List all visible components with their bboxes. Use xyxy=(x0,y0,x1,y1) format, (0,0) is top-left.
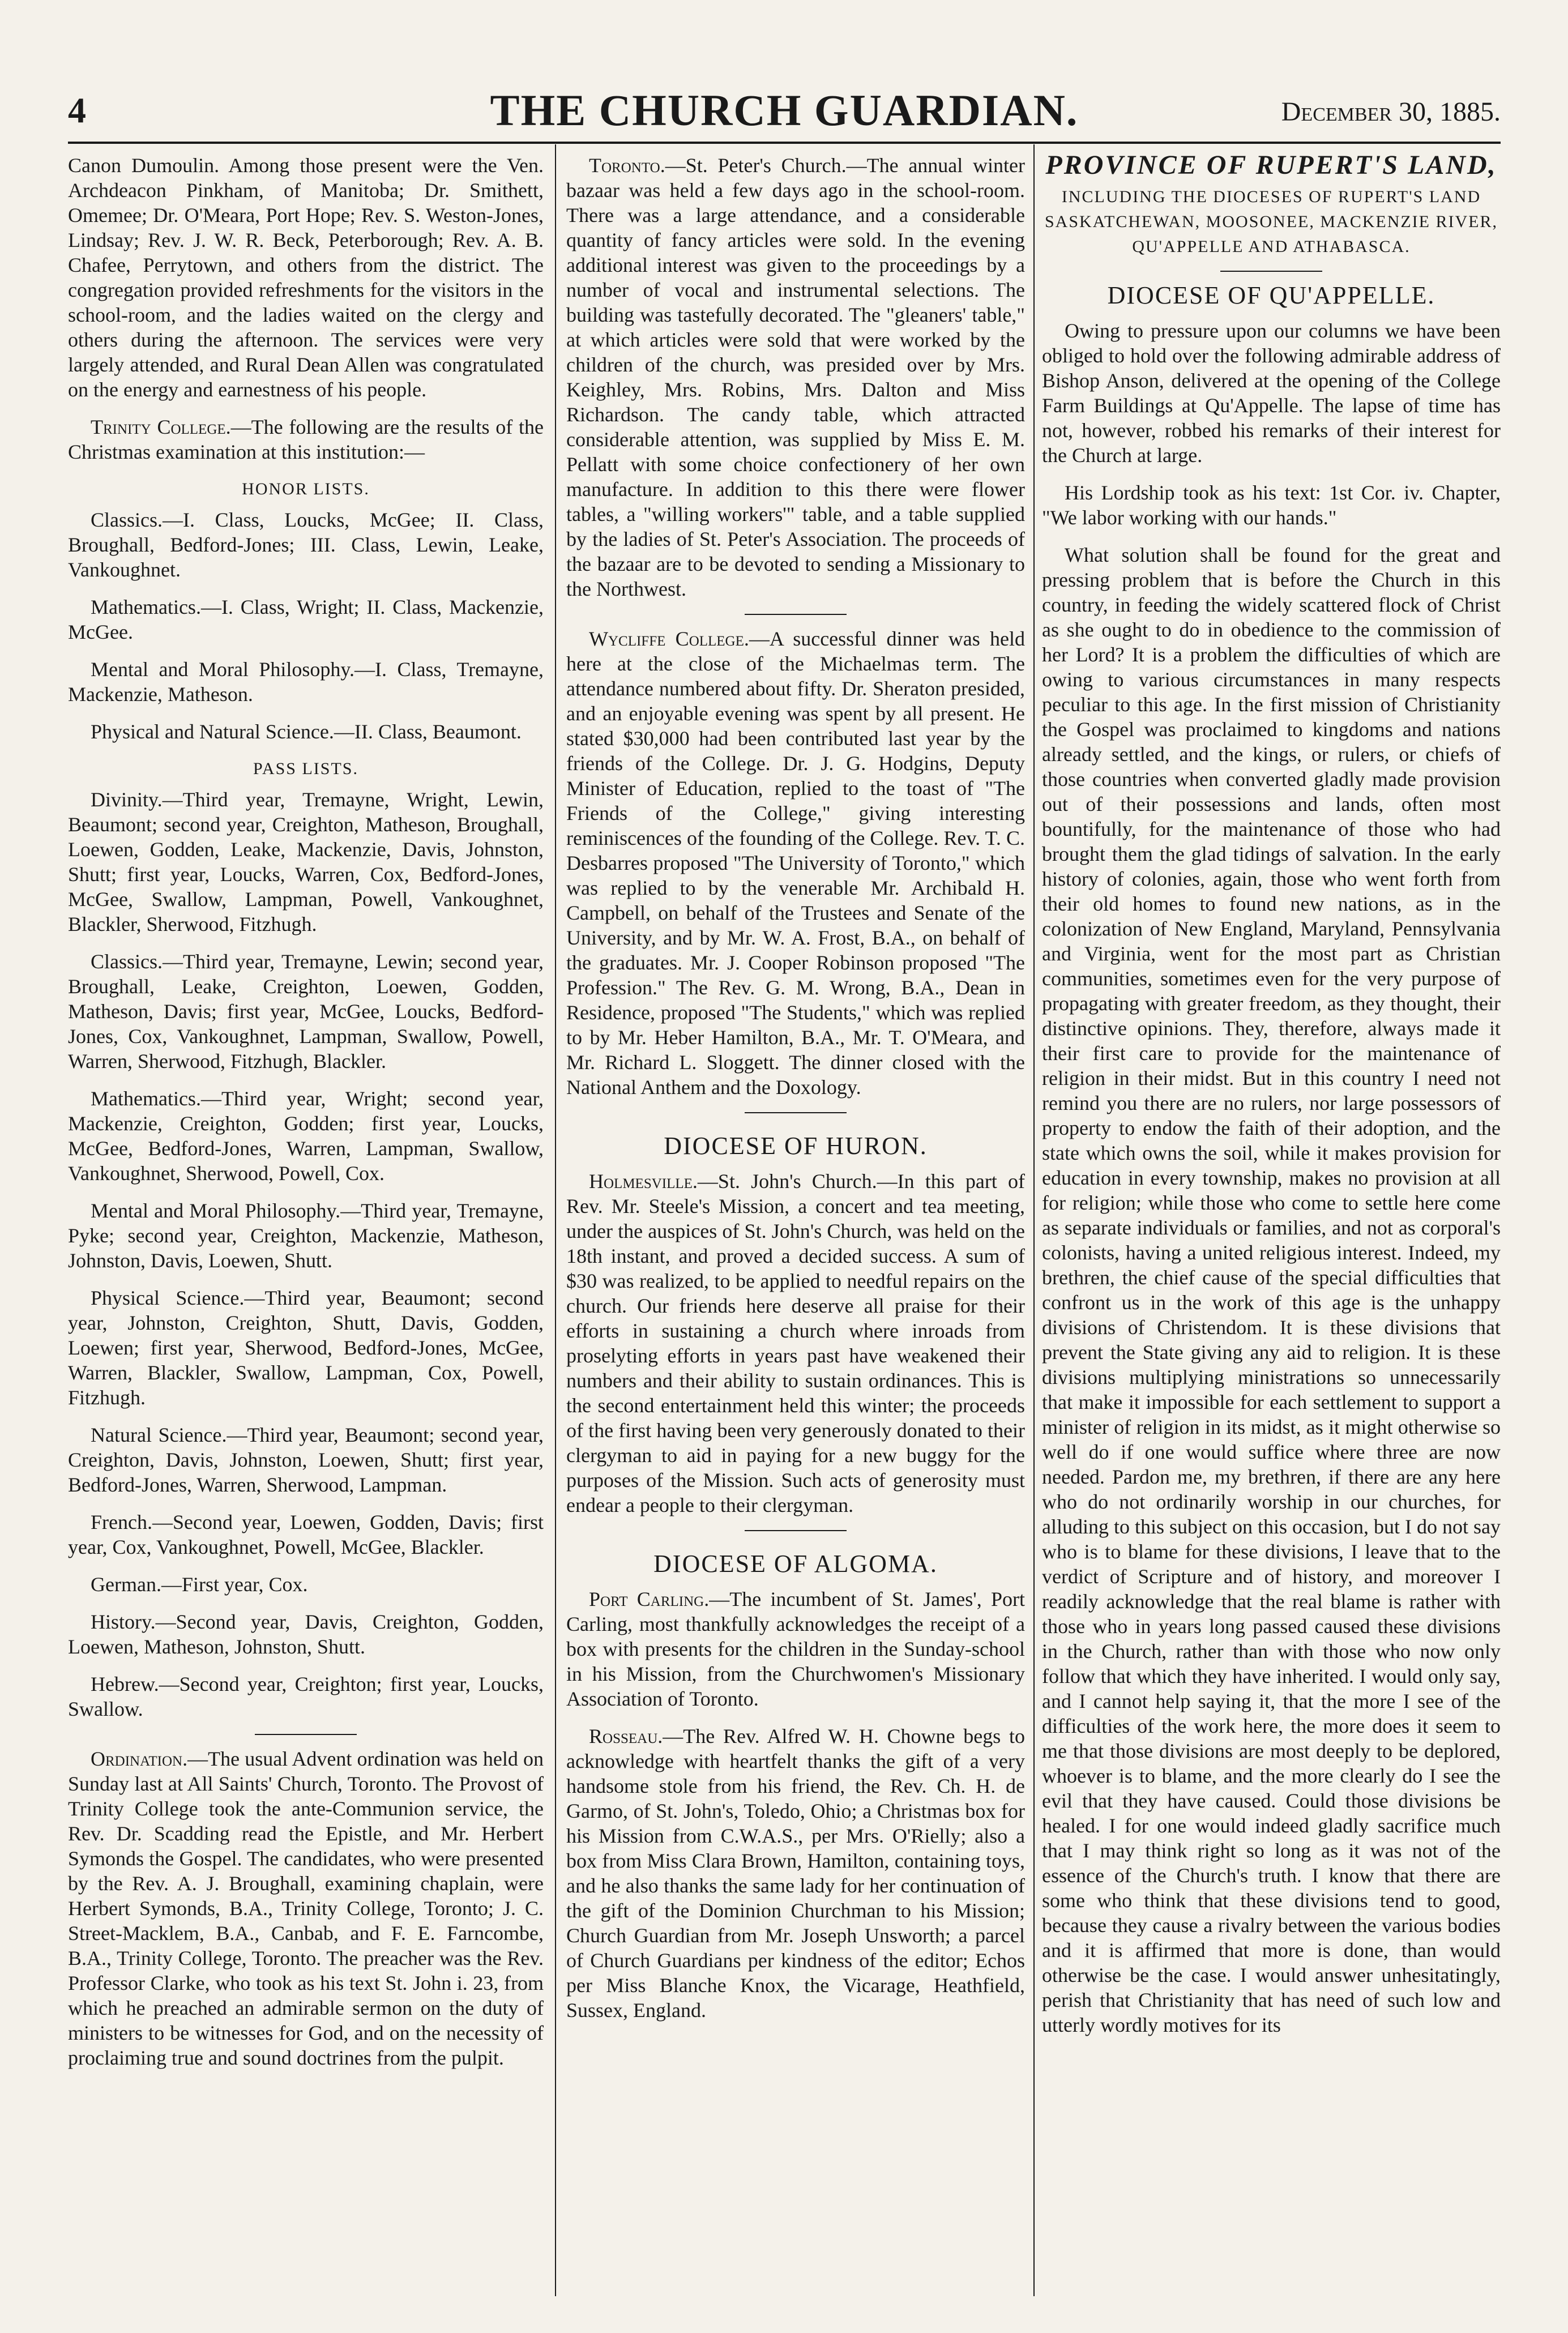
list-item: Natural Science.—Third year, Beaumont; second year, Creighton, Davis, Johnston, Loewen, Shutt; first year, Bedford-Jones, Warren, Sherwood, Lampman. xyxy=(68,1424,544,1496)
list-item: Mental and Moral Philosophy.—Third year, Tremayne, Pyke; second year, Creighton, Mackenzie, Matheson, Johnston, Davis, Loewen, Shutt. xyxy=(68,1199,544,1272)
divider xyxy=(745,1112,847,1113)
paragraph: Canon Dumoulin. Among those present were the Ven. Archdeacon Pinkham, of Manitoba; Dr. Smithett, Omemee; Dr. O'Meara, Port Hope; Rev. S. Weston-Jones, Lindsay; Rev. J. W. R. Beck, Peterborough; Rev. A. B. Chafee, Perrytown, and others from the district. The congregation provided refreshments for the visitors in the school-room, and the ladies waited on the clergy and others during the afternoon. The services were very largely attended, and Rural Dean Allen was congratulated on the energy and earnestness of his people. xyxy=(68,154,544,401)
list-item: Physical and Natural Science.—II. Class, Beaumont. xyxy=(91,720,522,743)
item-text: —A successful dinner was held here at the close of the Michaelmas term. The attendance numbered about fifty. Dr. Sheraton presided, and an enjoyable evening was spent by all present. He stated $30,000 had been contributed last year by the friends of the College. Dr. J. G. Hodgins, Deputy Minister of Education, replied to the toast of "The Friends of the College," giving interesting reminiscences of the founding of the College. Rev. T. C. Desbarres proposed "The University of Toronto," which was replied to by the venerable Mr. Archibald H. Campbell, on behalf of the Trustees and Senate of the University, and by Mr. W. A. Frost, B.A., on behalf of the graduates. Mr. J. Cooper Robinson proposed "The Profession." The Rev. G. M. Wrong, B.A., Dean in Residence, proposed "The Students," which was replied to by Mr. Heber Hamilton, B.A., Mr. T. O'Meara, and Mr. Richard L. Sloggett. The dinner closed with the National Anthem and the Doxology. xyxy=(566,627,1025,1099)
section-heading: DIOCESE OF QU'APPELLE. xyxy=(1107,281,1435,309)
item-text: —St. Peter's Church.—The annual winter bazaar was held a few days ago in the school-room. There was a large attendance, and a considerable quantity of fancy articles were sold. In the evening additional interest was given to the proceedings by a number of vocal and instrumental selections. The building was tastefully decorated. The "gleaners' table," at which articles were sold that were worked by the children of the church, was presided over by Mrs. Keighley, Mrs. Robins, Mrs. Dalton and Miss Richardson. The candy table, which attracted considerable attention, was supplied by Miss E. M. Pellatt with some choice confectionery of her own manufacture. In addition to this there were flower tables, a "willing workers'" table, and a table supplied by the ladies of St. Peter's Association. The proceeds of the bazaar are to be devoted to sending a Missionary to the Northwest. xyxy=(566,154,1025,600)
list-item: German.—First year, Cox. xyxy=(91,1573,308,1596)
item-lead: Toronto. xyxy=(589,154,665,177)
section-heading: DIOCESE OF HURON. xyxy=(664,1132,928,1160)
divider xyxy=(745,614,847,615)
list-heading: HONOR LISTS. xyxy=(242,480,370,498)
section-subtitle: INCLUDING THE DIOCESES OF RUPERT'S LAND SASKATCHEWAN, MOOSONEE, MACKENZIE RIVER, QU'APPELLE AND ATHABASCA. xyxy=(1045,187,1498,256)
list-item: Mental and Moral Philosophy.—I. Class, Tremayne, Mackenzie, Matheson. xyxy=(68,658,544,706)
list-item: History.—Second year, Davis, Creighton, Godden, Loewen, Matheson, Johnston, Shutt. xyxy=(68,1610,544,1658)
paragraph: What solution shall be found for the great and pressing problem that is before the Church in this country, in feeding the widely scattered flock of Christ as she ought to do in obedience to the commission of her Lord? It is a problem the difficulties of which are owing to various circumstances in many respects peculiar to this age. In the first mission of Christianity the Gospel was proclaimed to kingdoms and nations already settled, and the kings, or rulers, or chiefs of those countries when converted gladly made provision out of their possessions and lands, often most bountifully, for the maintenance of those who had brought them the glad tidings of salvation. In the early history of colonies, again, those who went forth from their old homes to found new nations, as in the colonization of New England, Maryland, Pennsylvania and Virginia, went for the most part as Christian communities, sometimes even for the very purpose of propagating with greater freedom, as they thought, their distinctive opinions. They, therefore, always made it their first care to provide for the maintenance of religion in their midst. But in this country I need not remind you there are no rulers, nor large possessors of property to endow the faith of their adoption, and the state which owns the soil, while it makes provision for education in every township, makes no provision at all for religion; while those who come to settle here come as separate individuals or families, and not as corporal's colonists, having a united religious interest. Indeed, my brethren, the chief cause of the special difficulties that confront us in the work of this age is the unhappy divisions of Christendom. It is these divisions that prevent the State giving any aid to religion. It is these divisions multiplying ministrations so unnecessarily that make it impossible for each settlement to support a minister of religion in its midst, as it might otherwise so well do if one would suffice where three are now needed. Pardon me, my brethren, if there are any here who do not ordinarily worship in our churches, for alluding to this subject on this occasion, but I do not say who is to blame for these divisions, I leave that to the verdict of Scripture and of history, and moreover I readily acknowledge that the real blame is rather with those who in years long passed caused these divisions in the Church, rather than with those who now only follow that which they have inherited. I would only say, and I cannot help saying it, that the more I see of the difficulties of the work here, the more does it seem to me that those divisions are most deeply to be deplored, whoever is to blame, and the more clearly do I see the evil that they have caused. Could those divisions be healed. I for one would indeed gladly sacrifice much that I may think right so long as it was not of the essence of the Church's truth. I know that there are some who think that these divisions tend to good, because they cause a rivalry between the various bodies and it is affirmed that more is done, than would otherwise be the case. I would answer unhesitatingly, perish that Christianity that has need of such low and utterly wordly motives for its xyxy=(1042,544,1501,2036)
paragraph: Owing to pressure upon our columns we have been obliged to hold over the following admirable address of Bishop Anson, delivered at the opening of the College Farm Buildings at Qu'Appelle. The lapse of time has not, however, robbed his remarks of their interest for the Church at large. xyxy=(1042,319,1501,467)
issue-date: December 30, 1885. xyxy=(1281,97,1501,127)
column-1 xyxy=(68,153,544,2288)
paragraph xyxy=(566,153,1025,601)
section-title: PROVINCE OF RUPERT'S LAND, xyxy=(1045,153,1497,180)
list-item: Mathematics.—Third year, Wright; second year, Mackenzie, Creighton, Godden; first year, Loucks, McGee, Bedford-Jones, Warren, Lampman, Swallow, Vankoughnet, Sherwood, Powell, Cox. xyxy=(68,1087,544,1185)
page-number: 4 xyxy=(68,90,86,130)
divider xyxy=(255,1734,357,1735)
list-item: Mathematics.—I. Class, Wright; II. Class, Mackenzie, McGee. xyxy=(68,596,544,643)
item-lead: Port Carling. xyxy=(589,1588,710,1610)
newspaper-title: THE CHURCH GUARDIAN. xyxy=(490,86,1079,135)
paragraph xyxy=(68,1746,544,2070)
item-lead: Rosseau. xyxy=(589,1725,663,1747)
item-text: —St. John's Church.—In this part of Rev. Mr. Steele's Mission, a concert and tea meeting, under the auspices of St. John's Church, was held on the 18th instant, and proved a decided success. A sum of $30 was realized, to be applied to needful repairs on the church. Our friends here deserve all praise for their efforts in sustaining a church where inroads from proselyting efforts in years past have weakened their numbers and their ability to sustain ordinances. This is the second entertainment held this winter; the proceeds of the first having been very generously donated to their clergyman to aid in paying for a new buggy for the purposes of the Mission. Such acts of generosity must endear a people to their clergyman. xyxy=(566,1170,1025,1516)
item-text: —The incumbent of St. James', Port Carling, most thankfully acknowledges the receipt of a box with presents for the children in the Sunday-school in his Mission, from the Churchwomen's Missionary Association of Toronto. xyxy=(566,1588,1025,1710)
item-lead: Holmesville. xyxy=(589,1170,698,1193)
paragraph xyxy=(566,1169,1025,1518)
item-lead: Trinity College. xyxy=(91,416,231,438)
item-lead: Ordination. xyxy=(91,1747,188,1770)
list-item: Hebrew.—Second year, Creighton; first year, Loucks, Swallow. xyxy=(68,1673,544,1720)
paragraph xyxy=(566,1724,1025,2023)
list-item: Divinity.—Third year, Tremayne, Wright, Lewin, Beaumont; second year, Creighton, Matheson, Broughall, Loewen, Godden, Leake, Mackenzie, Davis, Johnston, Shutt; first year, Loucks, Warren, Cox, Bedford-Jones, McGee, Swallow, Lampman, Powell, Vankoughnet, Blackler, Sherwood, Fitzhugh. xyxy=(68,788,544,935)
list-item: French.—Second year, Loewen, Godden, Davis; first year, Cox, Vankoughnet, Powell, McGee, Blackler. xyxy=(68,1511,544,1558)
list-item: Classics.—Third year, Tremayne, Lewin; second year, Broughall, Leake, Creighton, Loewen, Godden, Matheson, Davis; first year, McGee, Loucks, Bedford-Jones, Cox, Vankoughnet, Lampman, Swallow, Powell, Warren, Sherwood, Fitzhugh, Blackler. xyxy=(68,950,544,1073)
paragraph xyxy=(566,1587,1025,1711)
list-item: Classics.—I. Class, Loucks, McGee; II. Class, Broughall, Bedford-Jones; III. Class, Lewin, Leake, Vankoughnet. xyxy=(68,509,544,581)
item-lead: Wycliffe College. xyxy=(589,627,749,650)
column-3 xyxy=(1042,153,1501,2288)
column-divider xyxy=(555,144,556,2296)
paragraph xyxy=(566,626,1025,1100)
item-text: —The following are the results of the Christmas examination at this institution:— xyxy=(68,416,544,463)
item-text: —The usual Advent ordination was held on Sunday last at All Saints' Church, Toronto. The Provost of Trinity College took the ante-Communion service, the Rev. Dr. Scadding read the Epistle, and Mr. Herbert Symonds the Gospel. The candidates, who were presented by the Rev. A. J. Broughall, examining chaplain, were Herbert Symonds, B.A., Trinity College, Toronto; J. C. Street-Macklem, B.A., Canbab, and F. E. Farncombe, B.A., Trinity College, Toronto. The preacher was the Rev. Professor Clarke, who took as his text St. John i. 23, from which he preached an admirable sermon on the duty of ministers to be witnesses for God, and on the necessity of proclaiming true and sound doctrines from the pulpit. xyxy=(68,1747,544,2069)
item-text: —The Rev. Alfred W. H. Chowne begs to acknowledge with heartfelt thanks the gift of a very handsome stole from his friend, the Rev. Ch. H. de Garmo, of St. John's, Toledo, Ohio; a Christmas box for his Mission from C.W.A.S., per Mrs. O'Rielly; also a box from Miss Clara Brown, Hamilton, containing toys, and he also thanks the same lady for her continuation of the gift of the Dominion Churchman to his Mission; Church Guardian from Mr. Joseph Unsworth; a parcel of Church Guardians per kindness of the editor; Echos per Miss Blanche Knox, the Vicarage, Heathfield, Sussex, England. xyxy=(566,1725,1025,2022)
divider xyxy=(1220,271,1322,272)
paragraph xyxy=(68,415,544,464)
list-item: Physical Science.—Third year, Beaumont; second year, Johnston, Creighton, Shutt, Davis, Godden, Loewen; first year, Sherwood, Bedford-Jones, McGee, Warren, Blackler, Swallow, Lampman, Cox, Powell, Fitzhugh. xyxy=(68,1287,544,1409)
section-heading: DIOCESE OF ALGOMA. xyxy=(653,1550,938,1578)
column-2 xyxy=(566,153,1025,2288)
divider xyxy=(745,1530,847,1531)
column-divider xyxy=(1033,144,1035,2296)
paragraph: His Lordship took as his text: 1st Cor. iv. Chapter, "We labor working with our hands." xyxy=(1042,481,1501,529)
masthead xyxy=(68,85,1501,144)
list-heading: PASS LISTS. xyxy=(253,759,358,778)
